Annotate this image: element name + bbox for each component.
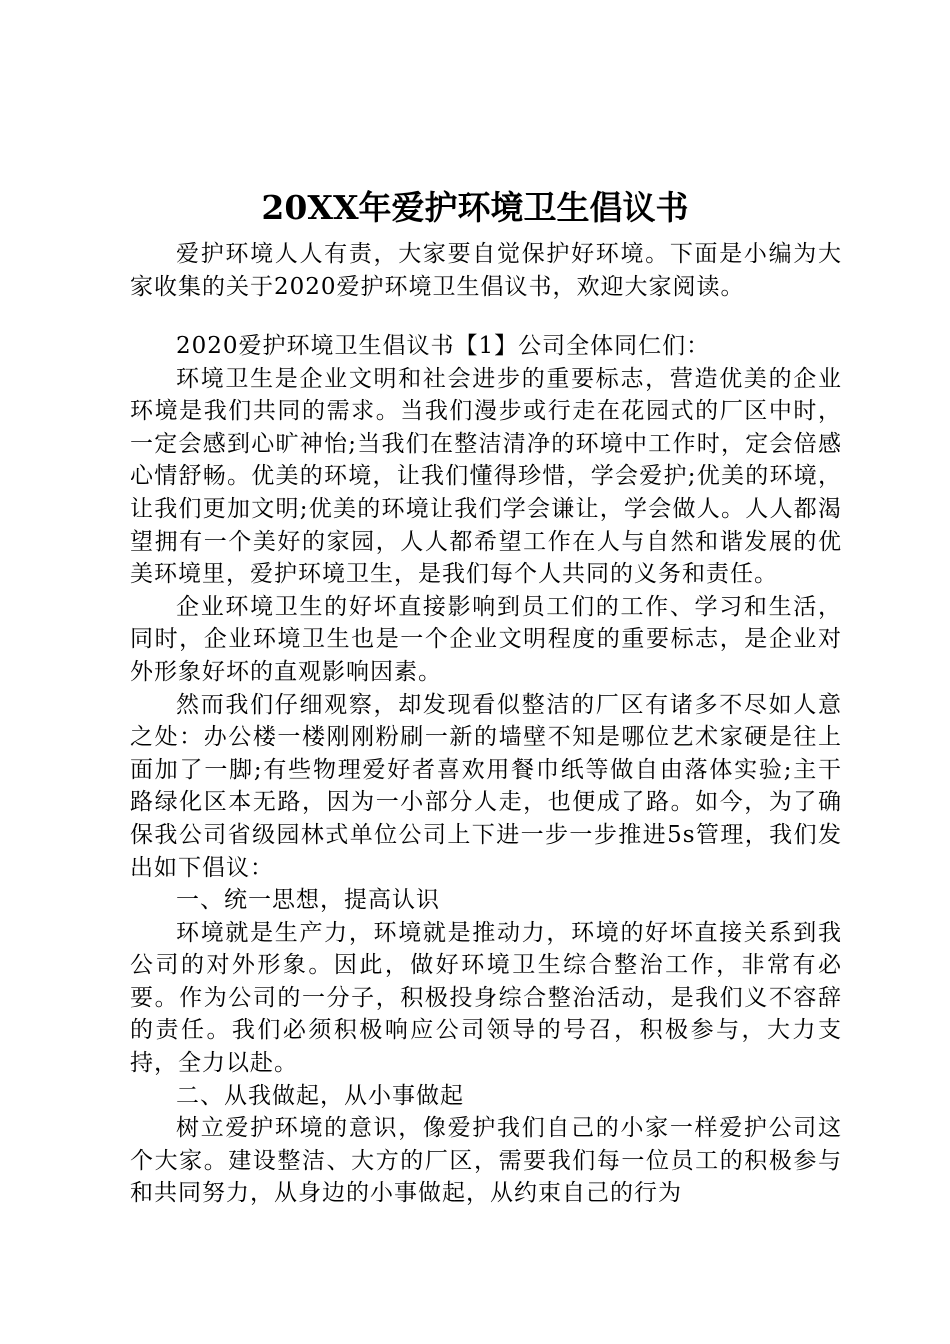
document-title: 20XX年爱护环境卫生倡议书: [261, 188, 689, 227]
intro-paragraph: 爱护环境人人有责，大家要自觉保护好环境。下面是小编为大家收集的关于2020爱护环境卫生倡议书，欢迎大家阅读。: [130, 241, 842, 300]
section-heading-2: 二、从我做起，从小事做起: [176, 1082, 464, 1109]
paragraph-section-2: 树立爱护环境的意识，像爱护我们自己的小家一样爱护公司这个大家。建设整洁、大方的厂区，需要我们每一位员工的积极参与和共同努力，从身边的小事做起，从约束自己的行为: [130, 1115, 842, 1207]
paragraph-section-1: 环境就是生产力，环境就是推动力，环境的好坏直接关系到我公司的对外形象。因此，做好环境卫生综合整治工作，非常有必要。作为公司的一分子，积极投身综合整治活动，是我们义不容辞的责任。我们必须积极响应公司领导的号召，积极参与，大力支持，全力以赴。: [130, 919, 842, 1077]
letter-body: [130, 330, 842, 1210]
paragraph-impact: 企业环境卫生的好坏直接影响到员工们的工作、学习和生活，同时，企业环境卫生也是一个企业文明程度的重要标志，是企业对外形象好坏的直观影响因素。: [130, 593, 842, 685]
paragraph-intro-environment: 环境卫生是企业文明和社会进步的重要标志，营造优美的企业环境是我们共同的需求。当我们漫步或行走在花园式的厂区中时，一定会感到心旷神怡;当我们在整洁清净的环境中工作时，定会倍感心情舒畅。优美的环境，让我们懂得珍惜，学会爱护;优美的环境，让我们更加文明;优美的环境让我们学会谦让，学会做人。人人都渴望拥有一个美好的家园，人人都希望工作在人与自然和谐发展的优美环境里，爱护环境卫生，是我们每个人共同的义务和责任。: [130, 365, 842, 588]
section-heading-1: 一、统一思想，提高认识: [176, 887, 440, 914]
intro-block: [130, 238, 842, 303]
letter-heading-line: 2020爱护环境卫生倡议书【1】公司全体同仁们：: [176, 333, 711, 359]
paragraph-observation: 然而我们仔细观察，却发现看似整洁的厂区有诸多不尽如人意之处：办公楼一楼刚刚粉刷一新的墙壁不知是哪位艺术家硬是往上面加了一脚;有些物理爱好者喜欢用餐巾纸等做自由落体实验;主干路绿化区本无路，因为一小部分人走，也便成了路。如今，为了确保我公司省级园林式单位公司上下进一步一步推进5s管理，我们发出如下倡议：: [130, 691, 842, 881]
